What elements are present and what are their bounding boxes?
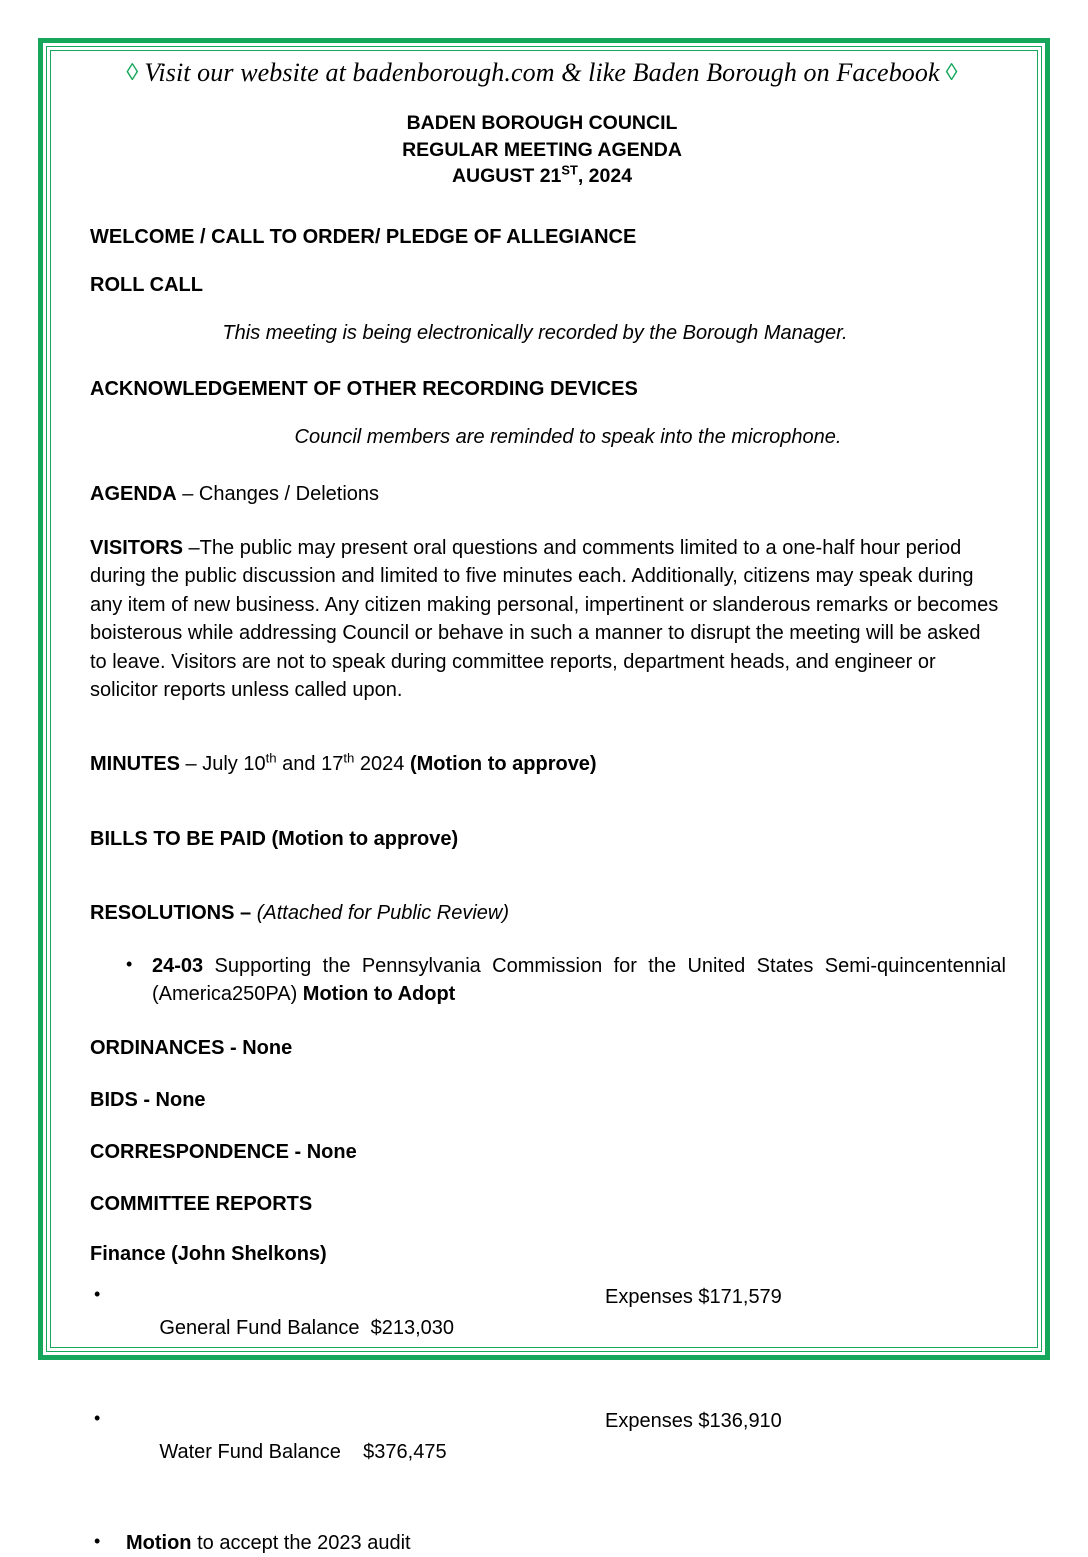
- bills-label: BILLS TO BE PAID: [90, 827, 266, 850]
- minutes-ordinal-2: th: [343, 750, 355, 766]
- title-line-date: [90, 163, 994, 190]
- resolutions-label: RESOLUTIONS –: [90, 902, 257, 925]
- resolutions-note: (Attached for Public Review): [256, 902, 510, 925]
- date-month-day: AUGUST 21: [451, 165, 562, 188]
- section-bills-to-be-paid: [90, 825, 1002, 853]
- general-fund-balance: General Fund Balance $213,030: [159, 1316, 455, 1339]
- diamond-icon-right: ◊: [945, 60, 958, 86]
- section-resolutions: [90, 899, 1002, 927]
- heading-roll-call: ROLL CALL: [90, 273, 203, 296]
- website-social-line: [90, 58, 1010, 88]
- general-fund-expenses: Expenses $171,579: [605, 1285, 782, 1308]
- water-fund-expenses: Expenses $136,910: [605, 1409, 782, 1432]
- title-line-council: BADEN BOROUGH COUNCIL: [406, 112, 678, 134]
- spacer: [90, 730, 1010, 750]
- minutes-ordinal-1: th: [265, 750, 277, 766]
- water-fund-balance: Water Fund Balance $376,475: [159, 1440, 447, 1463]
- date-year: , 2024: [577, 165, 633, 188]
- section-agenda: [90, 480, 1002, 508]
- finance-motion-list: [90, 1530, 1010, 1557]
- bills-motion-note: (Motion to approve): [265, 827, 459, 850]
- table-row: [90, 1406, 1010, 1530]
- spacer: [90, 879, 1010, 899]
- spacer: [90, 805, 1010, 825]
- heading-correspondence: CORRESPONDENCE - None: [90, 1140, 357, 1163]
- agenda-label: AGENDA: [90, 482, 177, 505]
- notice-electronically-recorded: This meeting is being electronically recorded by the Borough Manager.: [222, 321, 848, 344]
- heading-committee-reports: COMMITTEE REPORTS: [90, 1192, 313, 1215]
- audit-motion-label: Motion: [126, 1531, 192, 1554]
- title-line-agenda: REGULAR MEETING AGENDA: [402, 138, 682, 161]
- diamond-icon-left: ◊: [126, 60, 139, 86]
- heading-ordinances: ORDINANCES - None: [90, 1036, 293, 1059]
- visitors-label: VISITORS: [90, 536, 183, 559]
- agenda-detail: – Changes / Deletions: [176, 482, 380, 505]
- minutes-date-part3: 2024: [354, 753, 410, 776]
- visitors-body-text: –The public may present oral questions and comments limited to a one-half hour period during the public discussion and limited to five minutes each. Additionally, citizens may speak during any item of new business. Any citizen making personal, impertinent or slanderous remarks or becomes boisterous while addressing Council or behave in such a manner to disrupt the meeting will be asked to leave. Visitors are not to speak during committee reports, department heads, and engineer or solicitor reports unless called upon.: [90, 536, 999, 701]
- document-title-block: [90, 110, 1010, 190]
- minutes-date-part2: and 17: [276, 753, 344, 776]
- minutes-motion-note: (Motion to approve): [409, 753, 597, 776]
- resolution-number: 24-03: [152, 955, 204, 978]
- website-social-text: Visit our website at badenborough.com & like Baden Borough on Facebook: [144, 58, 940, 87]
- resolution-description: Supporting the Pennsylvania Commission for the United States Semi-quincentennial (America250PA): [152, 955, 1006, 1006]
- minutes-date-part1: – July 10: [180, 753, 266, 776]
- heading-acknowledgement-recording-devices: ACKNOWLEDGEMENT OF OTHER RECORDING DEVICES: [90, 377, 638, 400]
- list-item: [90, 953, 1006, 1008]
- audit-motion-text: to accept the 2023 audit: [191, 1531, 411, 1554]
- heading-finance-committee: Finance (John Shelkons): [90, 1242, 327, 1265]
- heading-welcome: WELCOME / CALL TO ORDER/ PLEDGE OF ALLEGIANCE: [90, 225, 637, 248]
- finance-balances-list: [90, 1282, 1010, 1530]
- section-visitors: [90, 534, 1002, 704]
- section-minutes: [90, 750, 1002, 778]
- notice-speak-into-microphone: Council members are reminded to speak into the microphone.: [294, 425, 842, 448]
- date-ordinal-suffix: ST: [561, 162, 578, 178]
- table-row: [90, 1282, 1010, 1406]
- list-item: [90, 1530, 1010, 1557]
- minutes-label: MINUTES: [90, 753, 180, 776]
- resolutions-list: [90, 953, 1010, 1008]
- heading-bids: BIDS - None: [90, 1088, 206, 1111]
- resolution-motion: Motion to Adopt: [302, 983, 456, 1006]
